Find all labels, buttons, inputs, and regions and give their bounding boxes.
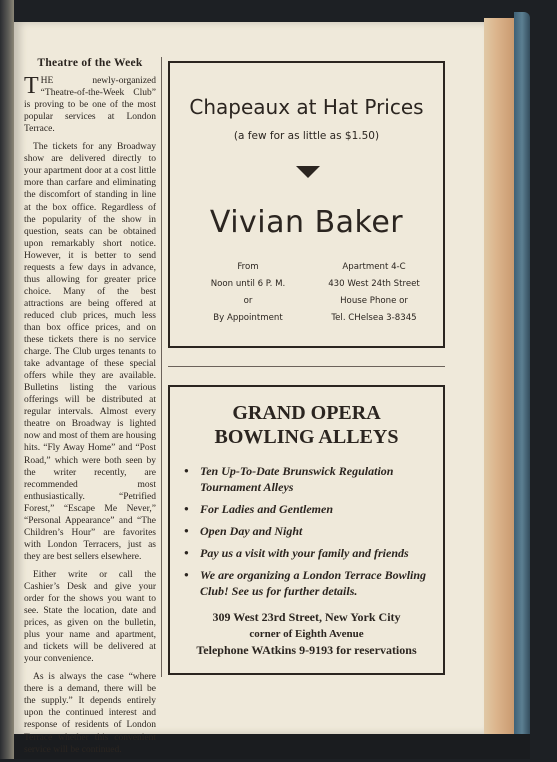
contact-line: Tel. CHelsea 3-8345 [331, 313, 417, 323]
bowling-ad [168, 385, 445, 675]
article-paragraph-4: As is always the case “where there is a demand, there will be the supply.” It depends entirely upon the continued interest and response of residents of London Terrace whether this convenient service will be continued. [24, 672, 156, 755]
bowling-title [170, 401, 443, 449]
address-line: 309 West 23rd Street, New York City [212, 610, 401, 624]
contact-line: 430 West 24th Street [328, 279, 420, 289]
hours-line: From [237, 262, 259, 272]
page-edges [484, 18, 514, 734]
article-title: Theatre of the Week [37, 57, 143, 69]
article-paragraph-2: The tickets for any Broadway show are delivered directly to your apartment door at a cost little more than carfare and eliminating the discomfort of standing in line at the box office. Regardless of the popularity of the show in question, seats can be obtained upon remarkably short notice. However, it is better to send requests a few days in advance, thus allowing for greater price choice. Many of the best attractions are being offered at reduced club prices, much less than box office prices, and on these tickets there is no service charge. The Club urges tenants to take advantage of these special offers while they are available. Bulletins listing the various offerings will be distributed at regular intervals. Almost every theatre on Broadway is lighted now and most of them are housing hits. “Fly Away Home” and “Post Road,” which were both seen by the writer recently, are recommended most enthusiastically. “Petrified Forest,” “Escape Me Never,” “Personal Appearance” and “The Children’s Hour” are favorites with London Terracers, just as they are best sellers elsewhere. [24, 142, 156, 562]
address-line: corner of Eighth Avenue [249, 628, 364, 640]
article-column [24, 57, 156, 762]
paragraph-text: HE newly-organized “Theatre-of-the-Week Club” is proving to be one of the most popular services at London Terrace. [24, 76, 156, 135]
hours-line: By Appointment [213, 313, 283, 323]
title-line: GRAND OPERA [232, 402, 381, 424]
list-item: ● Pay us a visit with your family and friends [184, 545, 432, 561]
chapeaux-ad [168, 61, 445, 348]
ad-divider [168, 366, 445, 367]
ad-contact [312, 259, 436, 327]
list-item: ● Ten Up-To-Date Brunswick Regulation Tournament Alleys [184, 463, 432, 495]
bowling-feature-list [184, 463, 432, 605]
list-item: ● We are organizing a London Terrace Bowling Club! See us for further details. [184, 567, 432, 599]
binding-spine [0, 0, 14, 759]
column-divider [161, 57, 162, 677]
title-line: BOWLING ALLEYS [214, 426, 399, 448]
ad-proprietor-name: Vivian Baker [209, 205, 404, 240]
list-item: ● Open Day and Night [184, 523, 432, 539]
bowling-telephone: Telephone WAtkins 9-9193 for reservations [196, 643, 417, 657]
hours-line: Noon until 6 P. M. [210, 279, 286, 289]
hours-line: or [243, 296, 253, 306]
book-cover-edge [514, 12, 530, 740]
drop-cap: T [24, 73, 39, 100]
ad-headline: Chapeaux at Hat Prices [189, 95, 424, 119]
list-item: ● For Ladies and Gentlemen [184, 501, 432, 517]
article-paragraph-1 [24, 75, 156, 135]
bowling-address [170, 609, 443, 643]
contact-line: House Phone or [340, 296, 408, 306]
article-paragraph-3: Either write or call the Cashier’s Desk and give your order for the shows you want to see. State the location, date and prices, as given on the bulletin, plus your name and apartment, and tickets will be delivered at your convenience. [24, 569, 156, 665]
triangle-down-icon [296, 166, 320, 178]
ad-subline: (a few for as little as $1.50) [233, 130, 380, 142]
ad-hours [192, 259, 304, 327]
contact-line: Apartment 4-C [342, 262, 406, 272]
